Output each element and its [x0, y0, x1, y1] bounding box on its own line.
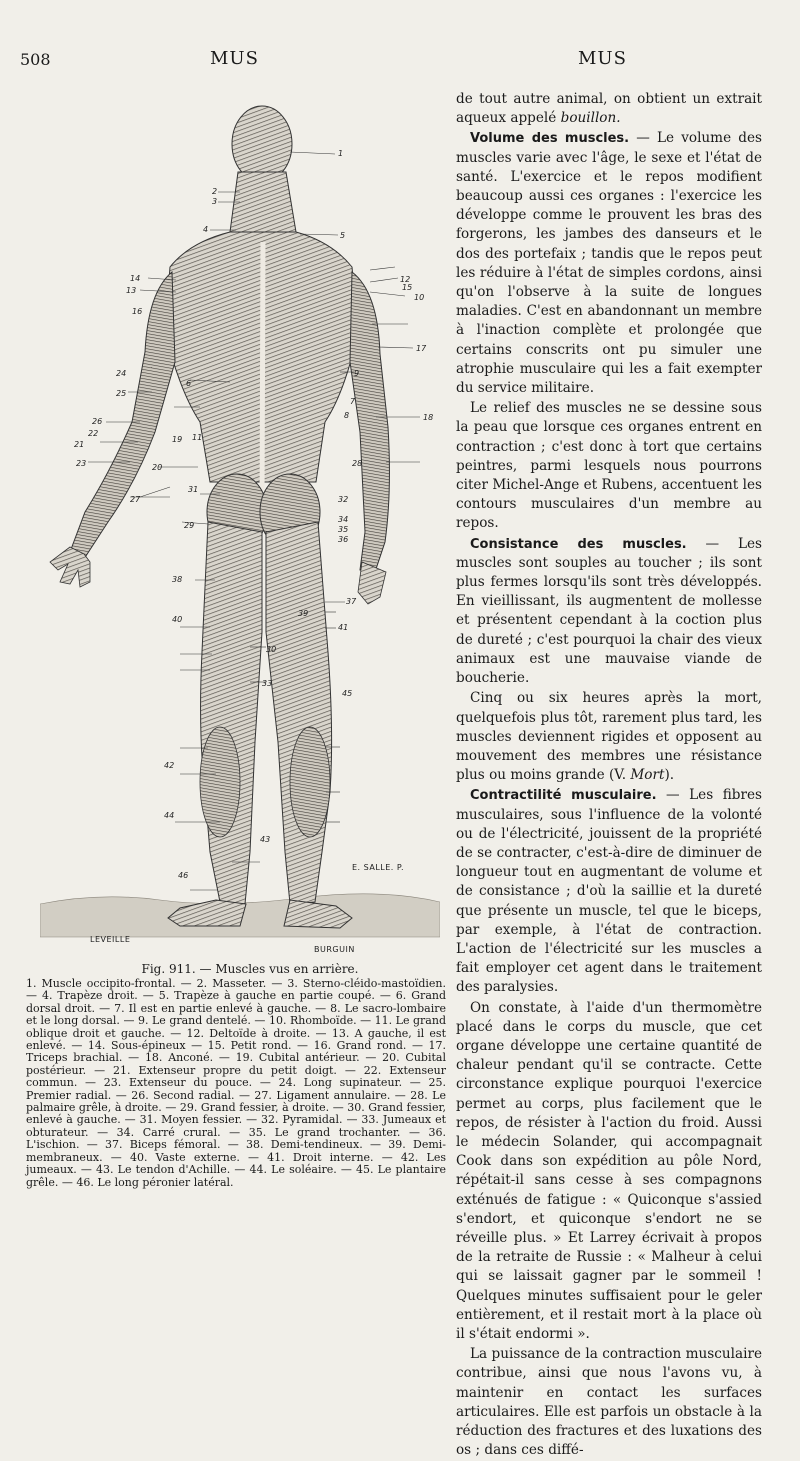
- figure-label: 45: [342, 689, 353, 698]
- figure-label: 13: [126, 286, 137, 295]
- text-column: [456, 90, 762, 1461]
- figure-caption: Fig. 911. — Muscles vus en arrière.: [141, 962, 359, 976]
- figure-label: 26: [92, 417, 103, 426]
- figure-label: 34: [338, 515, 349, 524]
- figure-label: 8: [344, 411, 350, 420]
- engraver-signature-left: LEVEILLE: [90, 935, 131, 944]
- figure-label: 21: [74, 440, 85, 449]
- figure-label: 41: [338, 623, 349, 632]
- figure-label: 16: [132, 307, 143, 316]
- figure-label: 42: [164, 761, 175, 770]
- figure-label: 40: [172, 615, 183, 624]
- running-head-right: MUS: [578, 48, 627, 69]
- figure-label: 29: [184, 521, 195, 530]
- figure-label: 36: [338, 535, 349, 544]
- figure-label: 32: [338, 495, 349, 504]
- figure-label: 12: [400, 275, 411, 284]
- figure-label: 46: [178, 871, 189, 880]
- figure-label: 43: [260, 835, 271, 844]
- figure-label: 6: [186, 379, 192, 388]
- section-heading: Contractilité musculaire.: [470, 788, 657, 804]
- engraver-signature-right: E. SALLE. P.: [352, 863, 405, 872]
- figure-label: 11: [192, 433, 203, 442]
- figure-label: 33: [262, 679, 273, 688]
- paragraph: La puissance de la contraction musculaire contribue, ainsi que nous l'avons vu, à maintenir en contact les surfaces articulaires. Elle est parfois un obstacle à la réduction des fractures et des luxations des os ; dans ces diffé-: [456, 1346, 762, 1459]
- figure-label: 39: [298, 609, 309, 618]
- figure-label: 25: [116, 389, 127, 398]
- section-heading: Volume des muscles.: [470, 131, 630, 147]
- figure-label: 22: [88, 429, 99, 438]
- figure-label: 17: [416, 344, 427, 353]
- paragraph: On constate, à l'aide d'un thermomètre placé dans le corps du muscle, que cet organe développe une certaine quantité de chaleur pendant qu'il se contracte. Cette circonstance explique pourquoi l'exercice permet au corps, plus facilement que le repos, de résister à l'action du froid. Aussi le médecin Solander, qui accompagnait Cook dans son expédition au pôle Nord, répétait-il sans cesse à ses compagnons exténués de fatigue : « Quiconque s'assied s'endort, et quiconque s'endort ne se réveille plus. » Et Larrey écrivait à propos de la retraite de Russie : « Malheur à celui qui se laissait gagner par le sommeil ! Quelques minutes suffisaient pour le geler entièrement, et il restait mort à la place où il s'était endormi ».: [456, 999, 762, 1342]
- figure-label: 4: [203, 225, 209, 234]
- figure-label: 28: [352, 459, 363, 468]
- paragraph: de tout autre animal, on obtient un extrait aqueux appelé bouillon.: [456, 91, 762, 127]
- figure-label: 1: [338, 149, 344, 158]
- running-head-left: MUS: [210, 48, 259, 69]
- paragraph: Consistance des muscles. — Les muscles sont souples au toucher ; ils sont plus fermes lorsqu'ils sont très développés. En vieillissant, ils augmentent de mollesse et présentent cependant à la coction plus de dureté ; c'est pourquoi la chair des vieux animaux est une mauvaise viande de boucherie.: [456, 535, 763, 687]
- paragraph: Contractilité musculaire. — Les fibres musculaires, sous l'influence de la volonté ou de l'électricité, jouissent de la propriété de se contracter, c'est-à-dire de diminuer de longueur tout en augmentant de volume et de consistance ; d'où la saillie et la dureté que présente un muscle, tel que le biceps, par exemple, à l'état de contraction. L'action de l'électricité sur les muscles a fait employer cet agent dans le traitement des paralysies.: [456, 787, 762, 996]
- figure-legend: 1. Muscle occipito-frontal. — 2. Masseter. — 3. Sterno-cléido-mastoïdien. — 4. Trapèze droit. — 5. Trapèze à gauche en partie coupé. — 6. Grand dorsal droit. — 7. Il est en partie enlevé à gauche. — 8. Le sacro-lombaire et le long dorsal. — 9. Le grand dentelé. — 10. Rhomboïde. — 11. Le grand oblique droit et gauche. — 12. Deltoïde à droite. — 13. A gauche, il est enlevé. — 14. Sous-épineux — 15. Petit rond. — 16. Grand rond. — 17. Triceps brachial. — 18. Anconé. — 19. Cubital antérieur. — 20. Cubital postérieur. — 21. Extenseur propre du petit doigt. — 22. Extenseur commun. — 23. Extenseur du pouce. — 24. Long supinateur. — 25. Premier radial. — 26. Second radial. — 27. Ligament annulaire. — 28. Le palmaire grêle, à droite. — 29. Grand fessier, à droite. — 30. Grand fessier, enlevé à gauche. — 31. Moyen fessier. — 32. Pyramidal. — 33. Jumeaux et obturateur. — 34. Carré crural. — 35. Le grand trochanter. — 36. L'ischion. — 37. Biceps fémoral. — 38. Demi-tendineux. — 39. Demi-membraneux. — 40. Vaste externe. — 41. Droit interne. — 42. Les jumeaux. — 43. Le tendon d'Achille. — 44. Le soléaire. — 45. Le plantaire grêle. — 46. Le long péronier latéral.: [26, 977, 446, 1189]
- figure-label: 35: [338, 525, 349, 534]
- figure-label: 10: [414, 293, 425, 302]
- paragraph: Volume des muscles. — Le volume des muscles varie avec l'âge, le sexe et l'état de santé. L'exercice et le repos modifient beaucoup aussi ces organes : l'exercice les développe comme le prouvent les bras des forgerons, les jambes des danseurs et le dos des portefaix ; tandis que le repos peut les réduire à l'état de simples cordons, ainsi qu'on l'observe à la suite de longues maladies. C'est en abandonnant un membre à l'inaction complète et prolongée que certains conscrits ont pu simuler une atrophie musculaire qui les a fait exempter du service militaire.: [456, 130, 762, 397]
- paragraph: Le relief des muscles ne se dessine sous la peau que lorsque ces organes entrent en contraction ; c'est donc à tort que certains peintres, parmi lesquels nous pourrons citer Michel-Ange et Rubens, accentuent les contours musculaires d'un membre au repos.: [456, 400, 762, 532]
- figure-label: 27: [130, 495, 141, 504]
- figure-label: 18: [423, 413, 434, 422]
- engraver-signature-bottom: BURGUIN: [314, 945, 355, 954]
- figure-label: 37: [346, 597, 357, 606]
- figure-label: 19: [172, 435, 183, 444]
- figure-label: 2: [212, 187, 218, 196]
- figure-label: 23: [76, 459, 87, 468]
- paragraph: Cinq ou six heures après la mort, quelquefois plus tôt, rarement plus tard, les muscles deviennent rigides et opposent au mouvement des membres une résistance plus ou moins grande (V. Mort).: [456, 690, 762, 784]
- figure-label: 30: [266, 645, 277, 654]
- figure-label: 31: [188, 485, 199, 494]
- page-number: 508: [20, 50, 51, 69]
- anatomy-illustration: [40, 92, 440, 954]
- figure-label: 20: [152, 463, 163, 472]
- anatomy-figure: [40, 92, 440, 954]
- figure-label: 7: [350, 397, 356, 406]
- figure-label: 9: [354, 369, 360, 378]
- figure-label: 44: [164, 811, 175, 820]
- figure-label: 24: [116, 369, 127, 378]
- section-heading: Consistance des muscles.: [470, 536, 687, 552]
- figure-label: 5: [340, 231, 346, 240]
- figure-label: 14: [130, 274, 141, 283]
- figure-label: 3: [212, 197, 218, 206]
- figure-label: 15: [402, 283, 413, 292]
- figure-label: 38: [172, 575, 183, 584]
